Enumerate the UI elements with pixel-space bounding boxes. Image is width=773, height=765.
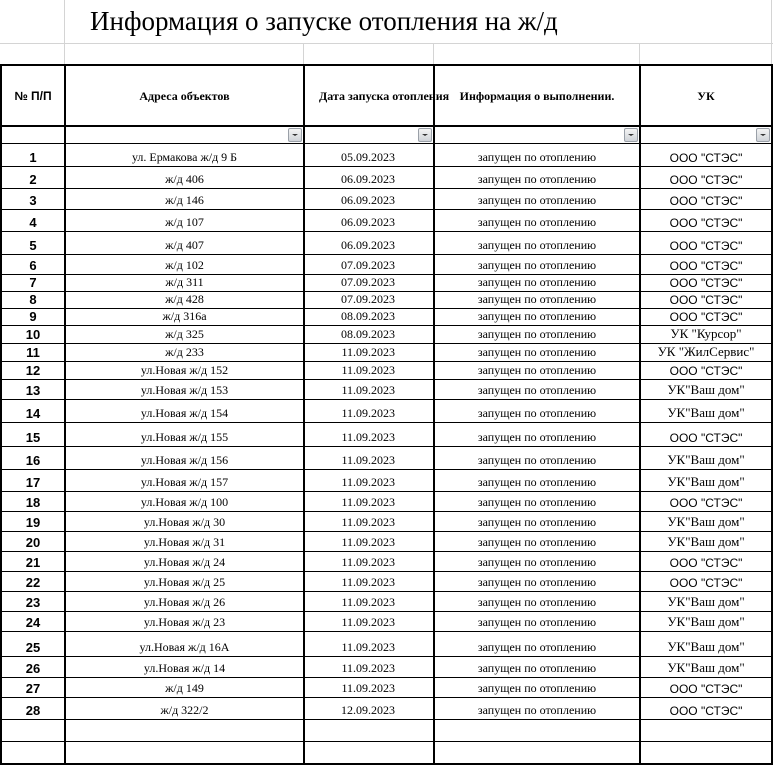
cell-address[interactable]: ж/д 407 [65, 232, 304, 255]
cell-date[interactable]: 11.09.2023 [304, 344, 434, 362]
page-title: Информация о запуске отопления на ж/д [90, 6, 558, 36]
gridline [639, 43, 640, 64]
cell-address[interactable]: ж/д 233 [65, 344, 304, 362]
gridline [64, 0, 65, 64]
empty-cell[interactable] [304, 742, 434, 764]
cell-num[interactable]: 7 [1, 275, 65, 292]
cell-address[interactable]: ул.Новая ж/д 23 [65, 612, 304, 632]
cell-info[interactable]: запущен по отоплению [434, 698, 640, 720]
header-uk: УК [640, 65, 772, 126]
cell-address[interactable]: ж/д 146 [65, 189, 304, 210]
cell-num[interactable]: 1 [1, 144, 65, 167]
cell-num[interactable]: 23 [1, 592, 65, 612]
cell-uk[interactable]: УК"Ваш дом" [640, 532, 772, 552]
cell-address[interactable]: ул.Новая ж/д 153 [65, 380, 304, 400]
cell-date[interactable]: 11.09.2023 [304, 532, 434, 552]
cell-date[interactable]: 11.09.2023 [304, 470, 434, 492]
table-row [1, 592, 772, 612]
cell-info[interactable]: запущен по отоплению [434, 292, 640, 309]
cell-uk[interactable]: ООО "СТЭС" [640, 572, 772, 592]
cell-info[interactable]: запущен по отоплению [434, 678, 640, 698]
filter-cell-num [1, 126, 65, 144]
gridline [0, 43, 773, 44]
header-info: Информация о выполнении. [434, 65, 640, 126]
cell-address[interactable]: ж/д 406 [65, 167, 304, 189]
cell-address[interactable]: ул.Новая ж/д 25 [65, 572, 304, 592]
cell-uk[interactable]: ООО "СТЭС" [640, 232, 772, 255]
cell-uk[interactable]: ООО "СТЭС" [640, 292, 772, 309]
gridline [303, 43, 304, 64]
cell-address[interactable]: ул.Новая ж/д 156 [65, 447, 304, 470]
cell-uk[interactable]: ООО "СТЭС" [640, 255, 772, 275]
cell-uk[interactable]: УК"Ваш дом" [640, 380, 772, 400]
cell-info[interactable]: запущен по отоплению [434, 326, 640, 344]
filter-cell-info [434, 126, 640, 144]
cell-info[interactable]: запущен по отоплению [434, 344, 640, 362]
cell-uk[interactable]: ООО "СТЭС" [640, 309, 772, 326]
cell-date[interactable]: 06.09.2023 [304, 232, 434, 255]
dropdown-arrow-icon [628, 134, 634, 136]
cell-uk[interactable]: ООО "СТЭС" [640, 144, 772, 167]
cell-address[interactable]: ул.Новая ж/д 16А [65, 632, 304, 657]
cell-uk[interactable]: ООО "СТЭС" [640, 275, 772, 292]
cell-uk[interactable]: ООО "СТЭС" [640, 189, 772, 210]
cell-uk[interactable]: УК"Ваш дом" [640, 632, 772, 657]
table-row [1, 292, 772, 309]
cell-date[interactable]: 12.09.2023 [304, 698, 434, 720]
cell-num[interactable]: 5 [1, 232, 65, 255]
cell-address[interactable]: ул.Новая ж/д 157 [65, 470, 304, 492]
empty-cell[interactable] [434, 720, 640, 742]
cell-date[interactable]: 11.09.2023 [304, 678, 434, 698]
header-date: Дата запуска отопления [304, 65, 434, 126]
cell-address[interactable]: ул.Новая ж/д 14 [65, 657, 304, 678]
cell-num[interactable]: 17 [1, 470, 65, 492]
cell-uk[interactable]: ООО "СТЭС" [640, 362, 772, 380]
cell-address[interactable]: ж/д 149 [65, 678, 304, 698]
table-row [1, 572, 772, 592]
cell-date[interactable]: 11.09.2023 [304, 572, 434, 592]
header-num: № П/П [1, 65, 65, 126]
dropdown-arrow-icon [292, 134, 298, 136]
filter-dropdown-date[interactable] [418, 128, 432, 142]
cell-address[interactable]: ж/д 107 [65, 210, 304, 232]
dropdown-arrow-icon [422, 134, 428, 136]
cell-date[interactable]: 06.09.2023 [304, 167, 434, 189]
empty-cell[interactable] [65, 720, 304, 742]
cell-address[interactable]: ул. Ермакова ж/д 9 Б [65, 144, 304, 167]
filter-dropdown-info[interactable] [624, 128, 638, 142]
table-row [1, 698, 772, 720]
cell-address[interactable]: ул.Новая ж/д 152 [65, 362, 304, 380]
cell-info[interactable]: запущен по отоплению [434, 592, 640, 612]
cell-info[interactable]: запущен по отоплению [434, 380, 640, 400]
empty-cell[interactable] [640, 742, 772, 764]
cell-date[interactable]: 06.09.2023 [304, 210, 434, 232]
cell-info[interactable]: запущен по отоплению [434, 447, 640, 470]
cell-uk[interactable]: УК"Ваш дом" [640, 657, 772, 678]
table-row [1, 189, 772, 210]
cell-num[interactable]: 10 [1, 326, 65, 344]
cell-uk[interactable]: ООО "СТЭС" [640, 698, 772, 720]
cell-num[interactable]: 14 [1, 400, 65, 423]
filter-cell-uk [640, 126, 772, 144]
cell-date[interactable]: 07.09.2023 [304, 255, 434, 275]
cell-date[interactable]: 08.09.2023 [304, 309, 434, 326]
table-row [1, 447, 772, 470]
cell-num[interactable]: 28 [1, 698, 65, 720]
empty-cell[interactable] [65, 742, 304, 764]
cell-uk[interactable]: ООО "СТЭС" [640, 210, 772, 232]
table-row [1, 492, 772, 512]
cell-date[interactable]: 11.09.2023 [304, 552, 434, 572]
cell-address[interactable]: ул.Новая ж/д 31 [65, 532, 304, 552]
cell-info[interactable]: запущен по отоплению [434, 532, 640, 552]
table-row [1, 167, 772, 189]
table-row [1, 326, 772, 344]
cell-address[interactable]: ж/д 322/2 [65, 698, 304, 720]
cell-info[interactable]: запущен по отоплению [434, 309, 640, 326]
table-row [1, 362, 772, 380]
cell-uk[interactable]: УК"Ваш дом" [640, 612, 772, 632]
cell-uk[interactable]: УК "Курсор" [640, 326, 772, 344]
cell-info[interactable]: запущен по отоплению [434, 210, 640, 232]
cell-info[interactable]: запущен по отоплению [434, 512, 640, 532]
cell-address[interactable]: ул.Новая ж/д 24 [65, 552, 304, 572]
cell-num[interactable]: 16 [1, 447, 65, 470]
cell-info[interactable]: запущен по отоплению [434, 232, 640, 255]
cell-info[interactable]: запущен по отоплению [434, 572, 640, 592]
cell-date[interactable]: 11.09.2023 [304, 592, 434, 612]
cell-num[interactable]: 4 [1, 210, 65, 232]
cell-info[interactable]: запущен по отоплению [434, 470, 640, 492]
cell-date[interactable]: 08.09.2023 [304, 326, 434, 344]
empty-row [1, 742, 772, 764]
cell-num[interactable]: 3 [1, 189, 65, 210]
cell-address[interactable]: ж/д 316а [65, 309, 304, 326]
empty-cell[interactable] [1, 720, 65, 742]
cell-date[interactable]: 11.09.2023 [304, 447, 434, 470]
cell-uk[interactable]: УК"Ваш дом" [640, 447, 772, 470]
cell-date[interactable]: 11.09.2023 [304, 423, 434, 447]
gridline [771, 0, 772, 64]
cell-uk[interactable]: УК"Ваш дом" [640, 592, 772, 612]
cell-uk[interactable]: УК"Ваш дом" [640, 512, 772, 532]
filter-cell-date [304, 126, 434, 144]
cell-date[interactable]: 11.09.2023 [304, 400, 434, 423]
cell-address[interactable]: ж/д 428 [65, 292, 304, 309]
table-row [1, 380, 772, 400]
table-row [1, 470, 772, 492]
cell-address[interactable]: ж/д 102 [65, 255, 304, 275]
table-row [1, 344, 772, 362]
cell-info[interactable]: запущен по отоплению [434, 492, 640, 512]
table-row [1, 423, 772, 447]
table-row [1, 309, 772, 326]
empty-cell[interactable] [1, 742, 65, 764]
table-row [1, 632, 772, 657]
table-row [1, 232, 772, 255]
cell-uk[interactable]: ООО "СТЭС" [640, 552, 772, 572]
dropdown-arrow-icon [760, 134, 766, 136]
cell-date[interactable]: 05.09.2023 [304, 144, 434, 167]
cell-date[interactable]: 07.09.2023 [304, 275, 434, 292]
cell-num[interactable]: 13 [1, 380, 65, 400]
cell-info[interactable]: запущен по отоплению [434, 423, 640, 447]
cell-address[interactable]: ул.Новая ж/д 30 [65, 512, 304, 532]
filter-cell-address [65, 126, 304, 144]
cell-uk[interactable]: ООО "СТЭС" [640, 423, 772, 447]
cell-num[interactable]: 11 [1, 344, 65, 362]
cell-uk[interactable]: УК"Ваш дом" [640, 470, 772, 492]
table-row [1, 400, 772, 423]
empty-row [1, 720, 772, 742]
table-row [1, 512, 772, 532]
cell-num[interactable]: 8 [1, 292, 65, 309]
empty-cell[interactable] [304, 720, 434, 742]
cell-info[interactable]: запущен по отоплению [434, 144, 640, 167]
cell-date[interactable]: 11.09.2023 [304, 657, 434, 678]
heating-table [0, 64, 773, 765]
filter-dropdown-uk[interactable] [756, 128, 770, 142]
cell-info[interactable]: запущен по отоплению [434, 255, 640, 275]
empty-cell[interactable] [434, 742, 640, 764]
cell-uk[interactable]: ООО "СТЭС" [640, 167, 772, 189]
table-row [1, 210, 772, 232]
cell-num[interactable]: 12 [1, 362, 65, 380]
cell-date[interactable]: 07.09.2023 [304, 292, 434, 309]
cell-uk[interactable]: ООО "СТЭС" [640, 492, 772, 512]
cell-address[interactable]: ж/д 325 [65, 326, 304, 344]
cell-num[interactable]: 20 [1, 532, 65, 552]
cell-info[interactable]: запущен по отоплению [434, 400, 640, 423]
cell-info[interactable]: запущен по отоплению [434, 167, 640, 189]
table-row [1, 657, 772, 678]
cell-info[interactable]: запущен по отоплению [434, 362, 640, 380]
table-row [1, 255, 772, 275]
cell-num[interactable]: 2 [1, 167, 65, 189]
table-row [1, 144, 772, 167]
cell-uk[interactable]: УК "ЖилСервис" [640, 344, 772, 362]
cell-address[interactable]: ул.Новая ж/д 155 [65, 423, 304, 447]
cell-date[interactable]: 11.09.2023 [304, 362, 434, 380]
cell-uk[interactable]: ООО "СТЭС" [640, 678, 772, 698]
cell-info[interactable]: запущен по отоплению [434, 275, 640, 292]
cell-num[interactable]: 22 [1, 572, 65, 592]
cell-date[interactable]: 11.09.2023 [304, 632, 434, 657]
cell-address[interactable]: ул.Новая ж/д 26 [65, 592, 304, 612]
cell-date[interactable]: 11.09.2023 [304, 612, 434, 632]
header-address: Адреса объектов [65, 65, 304, 126]
cell-info[interactable]: запущен по отоплению [434, 632, 640, 657]
cell-num[interactable]: 27 [1, 678, 65, 698]
filter-dropdown-address[interactable] [288, 128, 302, 142]
cell-info[interactable]: запущен по отоплению [434, 552, 640, 572]
cell-uk[interactable]: УК"Ваш дом" [640, 400, 772, 423]
empty-cell[interactable] [640, 720, 772, 742]
table-row [1, 275, 772, 292]
cell-address[interactable]: ул.Новая ж/д 154 [65, 400, 304, 423]
cell-num[interactable]: 15 [1, 423, 65, 447]
table-row [1, 678, 772, 698]
cell-num[interactable]: 21 [1, 552, 65, 572]
cell-date[interactable]: 11.09.2023 [304, 380, 434, 400]
table-row [1, 532, 772, 552]
cell-num[interactable]: 9 [1, 309, 65, 326]
cell-date[interactable]: 06.09.2023 [304, 189, 434, 210]
cell-num[interactable]: 6 [1, 255, 65, 275]
cell-num[interactable]: 26 [1, 657, 65, 678]
cell-info[interactable]: запущен по отоплению [434, 657, 640, 678]
cell-date[interactable]: 11.09.2023 [304, 512, 434, 532]
cell-address[interactable]: ул.Новая ж/д 100 [65, 492, 304, 512]
cell-date[interactable]: 11.09.2023 [304, 492, 434, 512]
gridline [433, 43, 434, 64]
cell-num[interactable]: 18 [1, 492, 65, 512]
table-row [1, 552, 772, 572]
cell-address[interactable]: ж/д 311 [65, 275, 304, 292]
cell-info[interactable]: запущен по отоплению [434, 612, 640, 632]
cell-num[interactable]: 19 [1, 512, 65, 532]
cell-num[interactable]: 24 [1, 612, 65, 632]
cell-num[interactable]: 25 [1, 632, 65, 657]
table-row [1, 612, 772, 632]
table-body [1, 144, 772, 764]
cell-info[interactable]: запущен по отоплению [434, 189, 640, 210]
